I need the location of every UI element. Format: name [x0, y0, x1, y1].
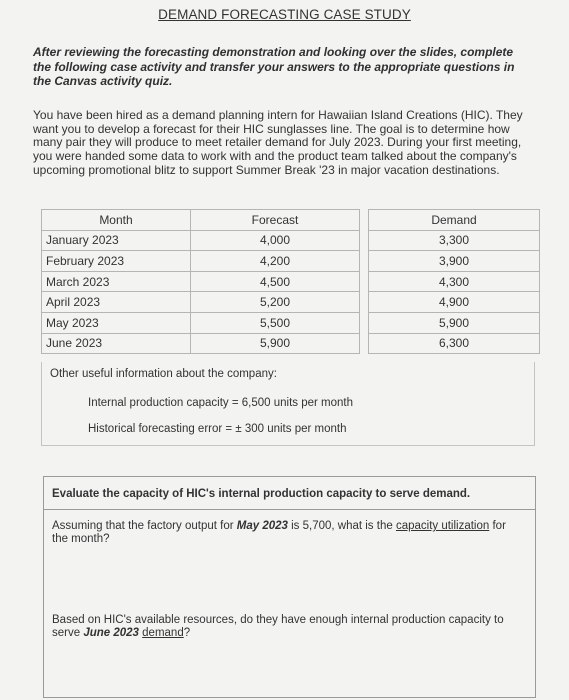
question-june-capacity: Based on HIC's available resources, do they have enough internal production capacity to serve June 2023 demand? — [52, 614, 504, 639]
cell-month: May 2023 — [42, 312, 191, 333]
forecast-error-info: Historical forecasting error = ± 300 units per month — [88, 423, 347, 435]
capacity-info: Internal production capacity = 6,500 units per month — [88, 397, 353, 409]
cell-forecast: 4,200 — [191, 251, 360, 272]
evaluate-header — [44, 477, 535, 510]
cell-forecast: 5,500 — [191, 312, 360, 333]
other-info-label: Other useful information about the company: — [50, 368, 277, 380]
cell-forecast: 5,200 — [191, 292, 360, 313]
capacity-utilization-link[interactable]: capacity utilization — [395, 520, 490, 532]
table-row — [42, 312, 540, 333]
other-info-box — [41, 362, 535, 446]
cell-demand: 5,900 — [369, 312, 540, 333]
cell-forecast: 4,500 — [191, 271, 360, 292]
cell-month: February 2023 — [42, 251, 191, 272]
forecast-demand-table — [41, 209, 540, 354]
cell-demand: 3,300 — [369, 230, 540, 251]
page-title: DEMAND FORECASTING CASE STUDY — [158, 7, 411, 22]
table-row — [42, 230, 540, 251]
instructions-text: After reviewing the forecasting demonstration and looking over the slides, complete the following case activity and transfer your answers to the appropriate questions in the Canvas activity quiz. — [33, 45, 515, 88]
cell-month: March 2023 — [42, 271, 191, 292]
cell-demand: 4,900 — [369, 292, 540, 313]
table-header-row — [42, 210, 540, 231]
cell-month: January 2023 — [42, 230, 191, 251]
evaluate-title: Evaluate the capacity of HIC's internal production capacity to serve demand. — [52, 488, 471, 500]
header-forecast: Forecast — [191, 210, 360, 231]
evaluate-box — [43, 476, 536, 698]
header-demand: Demand — [369, 210, 540, 231]
question-capacity-utilization: Assuming that the factory output for May 2023 is 5,700, what is the capacity utilization for the month? — [52, 520, 506, 545]
table-row — [42, 292, 540, 313]
header-month: Month — [42, 210, 191, 231]
table-row — [42, 271, 540, 292]
cell-demand: 4,300 — [369, 271, 540, 292]
table-row — [42, 333, 540, 354]
table-row — [42, 251, 540, 272]
cell-demand: 6,300 — [369, 333, 540, 354]
cell-demand: 3,900 — [369, 251, 540, 272]
intro-paragraph: You have been hired as a demand planning intern for Hawaiian Island Creations (HIC). They want you to develop a forecast for their HIC sunglasses line. The goal is to determine how many pair they will produce to meet retailer demand for July 2023. During your first meeting, you were handed some data to work with and the product team talked about the company's upcoming promotional blitz to support Summer Break '23 in major vacation destinations. — [33, 108, 523, 177]
cell-month: April 2023 — [42, 292, 191, 313]
cell-month: June 2023 — [42, 333, 191, 354]
demand-link[interactable]: demand — [142, 626, 184, 639]
cell-forecast: 5,900 — [191, 333, 360, 354]
cell-forecast: 4,000 — [191, 230, 360, 251]
